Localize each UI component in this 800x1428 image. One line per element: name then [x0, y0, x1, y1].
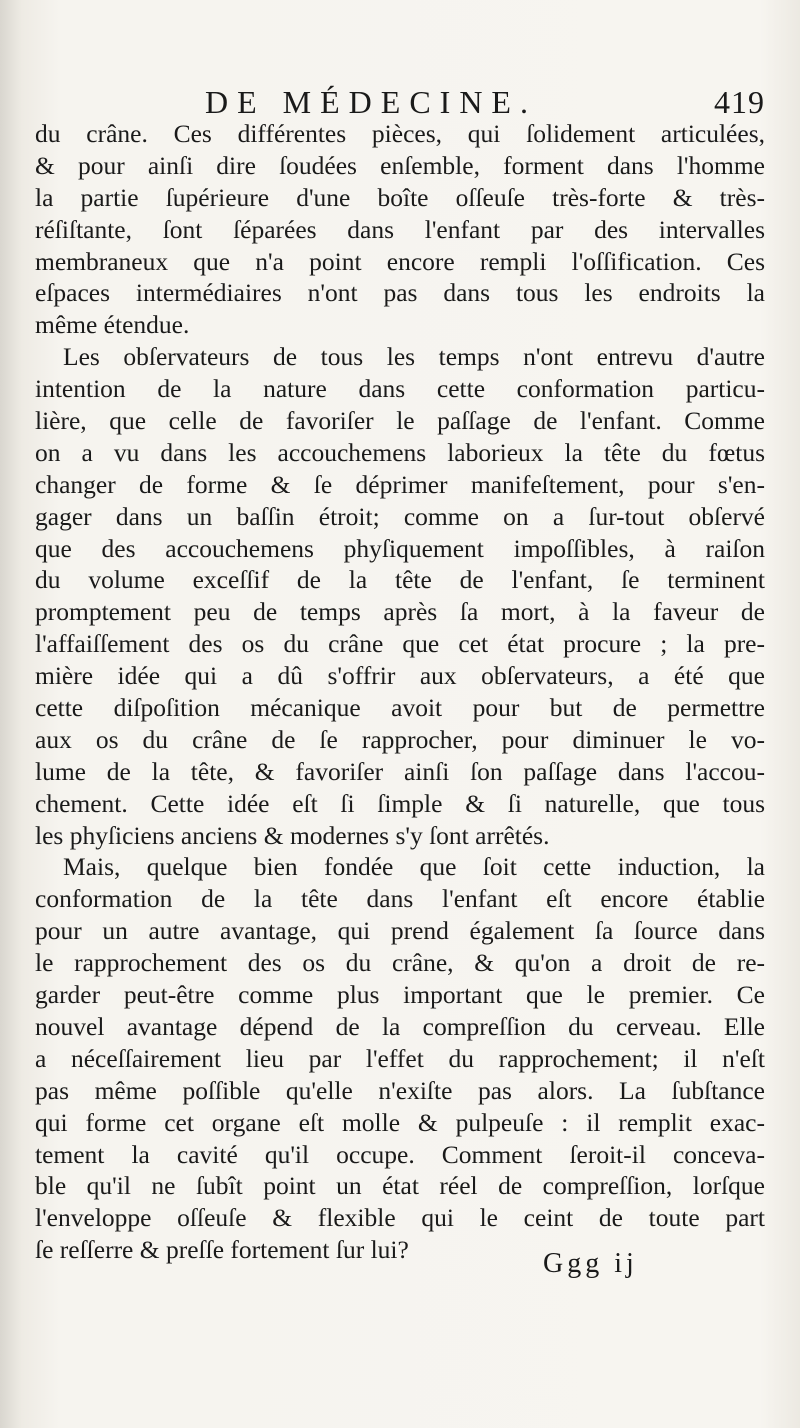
text-line: la partie ſupérieure d'une boîte oſſeuſe très-forte & très- [35, 182, 765, 212]
page-body [35, 118, 765, 1266]
text-line: Mais, quelque bien fondée que ſoit cette induction, la [63, 852, 765, 882]
text-line: ſe reſſerre & preſſe fortement ſur lui? [35, 1235, 409, 1265]
signature-mark: Ggg ij [543, 1248, 638, 1279]
text-line: nouvel avantage dépend de la compreſſion du cerveau. Elle [35, 1011, 765, 1041]
text-line: réſiſtante, ſont ſéparées dans l'enfant par des intervalles [35, 214, 765, 244]
text-line: du volume exceſſif de la tête de l'enfant, ſe terminent [35, 565, 765, 595]
text-line: eſpaces intermédiaires n'ont pas dans tous les endroits la [35, 278, 765, 308]
text-line: conformation de la tête dans l'enfant eſt encore établie [35, 884, 765, 914]
text-line: promptement peu de temps après ſa mort, à la faveur de [35, 597, 765, 627]
paragraph [35, 118, 765, 341]
running-title: DE MÉDECINE. [205, 84, 537, 120]
text-line: membraneux que n'a point encore rempli l'oſſification. Ces [35, 246, 765, 276]
text-line: lume de la tête, & favoriſer ainſi ſon paſſage dans l'accou- [35, 756, 765, 786]
text-line: les phyſiciens anciens & modernes s'y ſont arrêtés. [35, 820, 550, 850]
text-line: cette diſpoſition mécanique avoit pour but de permettre [35, 693, 765, 723]
text-line: & pour ainſi dire ſoudées enſemble, forment dans l'homme [35, 150, 765, 180]
text-line: du crâne. Ces différentes pièces, qui ſolidement articulées, [35, 119, 765, 148]
text-line: le rapprochement des os du crâne, & qu'on a droit de re- [35, 948, 765, 978]
text-line: ble qu'il ne ſubît point un état réel de compreſſion, lorſque [35, 1171, 765, 1201]
text-line: l'affaiſſement des os du crâne que cet état procure ; la pre- [35, 629, 765, 659]
page-number: 419 [714, 84, 765, 120]
paragraph [35, 851, 765, 1266]
text-line: chement. Cette idée eſt ſi ſimple & ſi naturelle, que tous [35, 788, 765, 818]
text-line: que des accouchemens phyſiquement impoſſibles, à raiſon [35, 533, 765, 563]
text-line: intention de la nature dans cette conformation particu- [35, 374, 765, 404]
text-line: aux os du crâne de ſe rapprocher, pour diminuer le vo- [35, 724, 765, 754]
text-line: lière, que celle de favoriſer le paſſage de l'enfant. Comme [35, 406, 765, 436]
text-line: on a vu dans les accouchemens laborieux la tête du fœtus [35, 437, 765, 467]
text-line: mière idée qui a dû s'offrir aux obſervateurs, a été que [35, 661, 765, 691]
text-line: pas même poſſible qu'elle n'exiſte pas alors. La ſubſtance [35, 1075, 765, 1105]
text-line: garder peut-être comme plus important que le premier. Ce [35, 980, 765, 1010]
paragraph [35, 341, 765, 851]
text-line: changer de forme & ſe déprimer manifeſtement, pour s'en- [35, 469, 765, 499]
text-line: qui forme cet organe eſt molle & pulpeuſe : il remplit exac- [35, 1107, 765, 1137]
text-line: tement la cavité qu'il occupe. Comment ſeroit-il conceva- [35, 1139, 765, 1169]
text-line: l'enveloppe oſſeuſe & flexible qui le ceint de toute part [35, 1203, 765, 1233]
text-line: même étendue. [35, 310, 190, 340]
text-line: gager dans un baſſin étroit; comme on a ſur-tout obſervé [35, 501, 765, 531]
text-line: a néceſſairement lieu par l'effet du rapprochement; il n'eſt [35, 1043, 765, 1073]
text-line: pour un autre avantage, qui prend également ſa ſource dans [35, 916, 765, 946]
text-line: Les obſervateurs de tous les temps n'ont entrevu d'autre [63, 342, 765, 372]
